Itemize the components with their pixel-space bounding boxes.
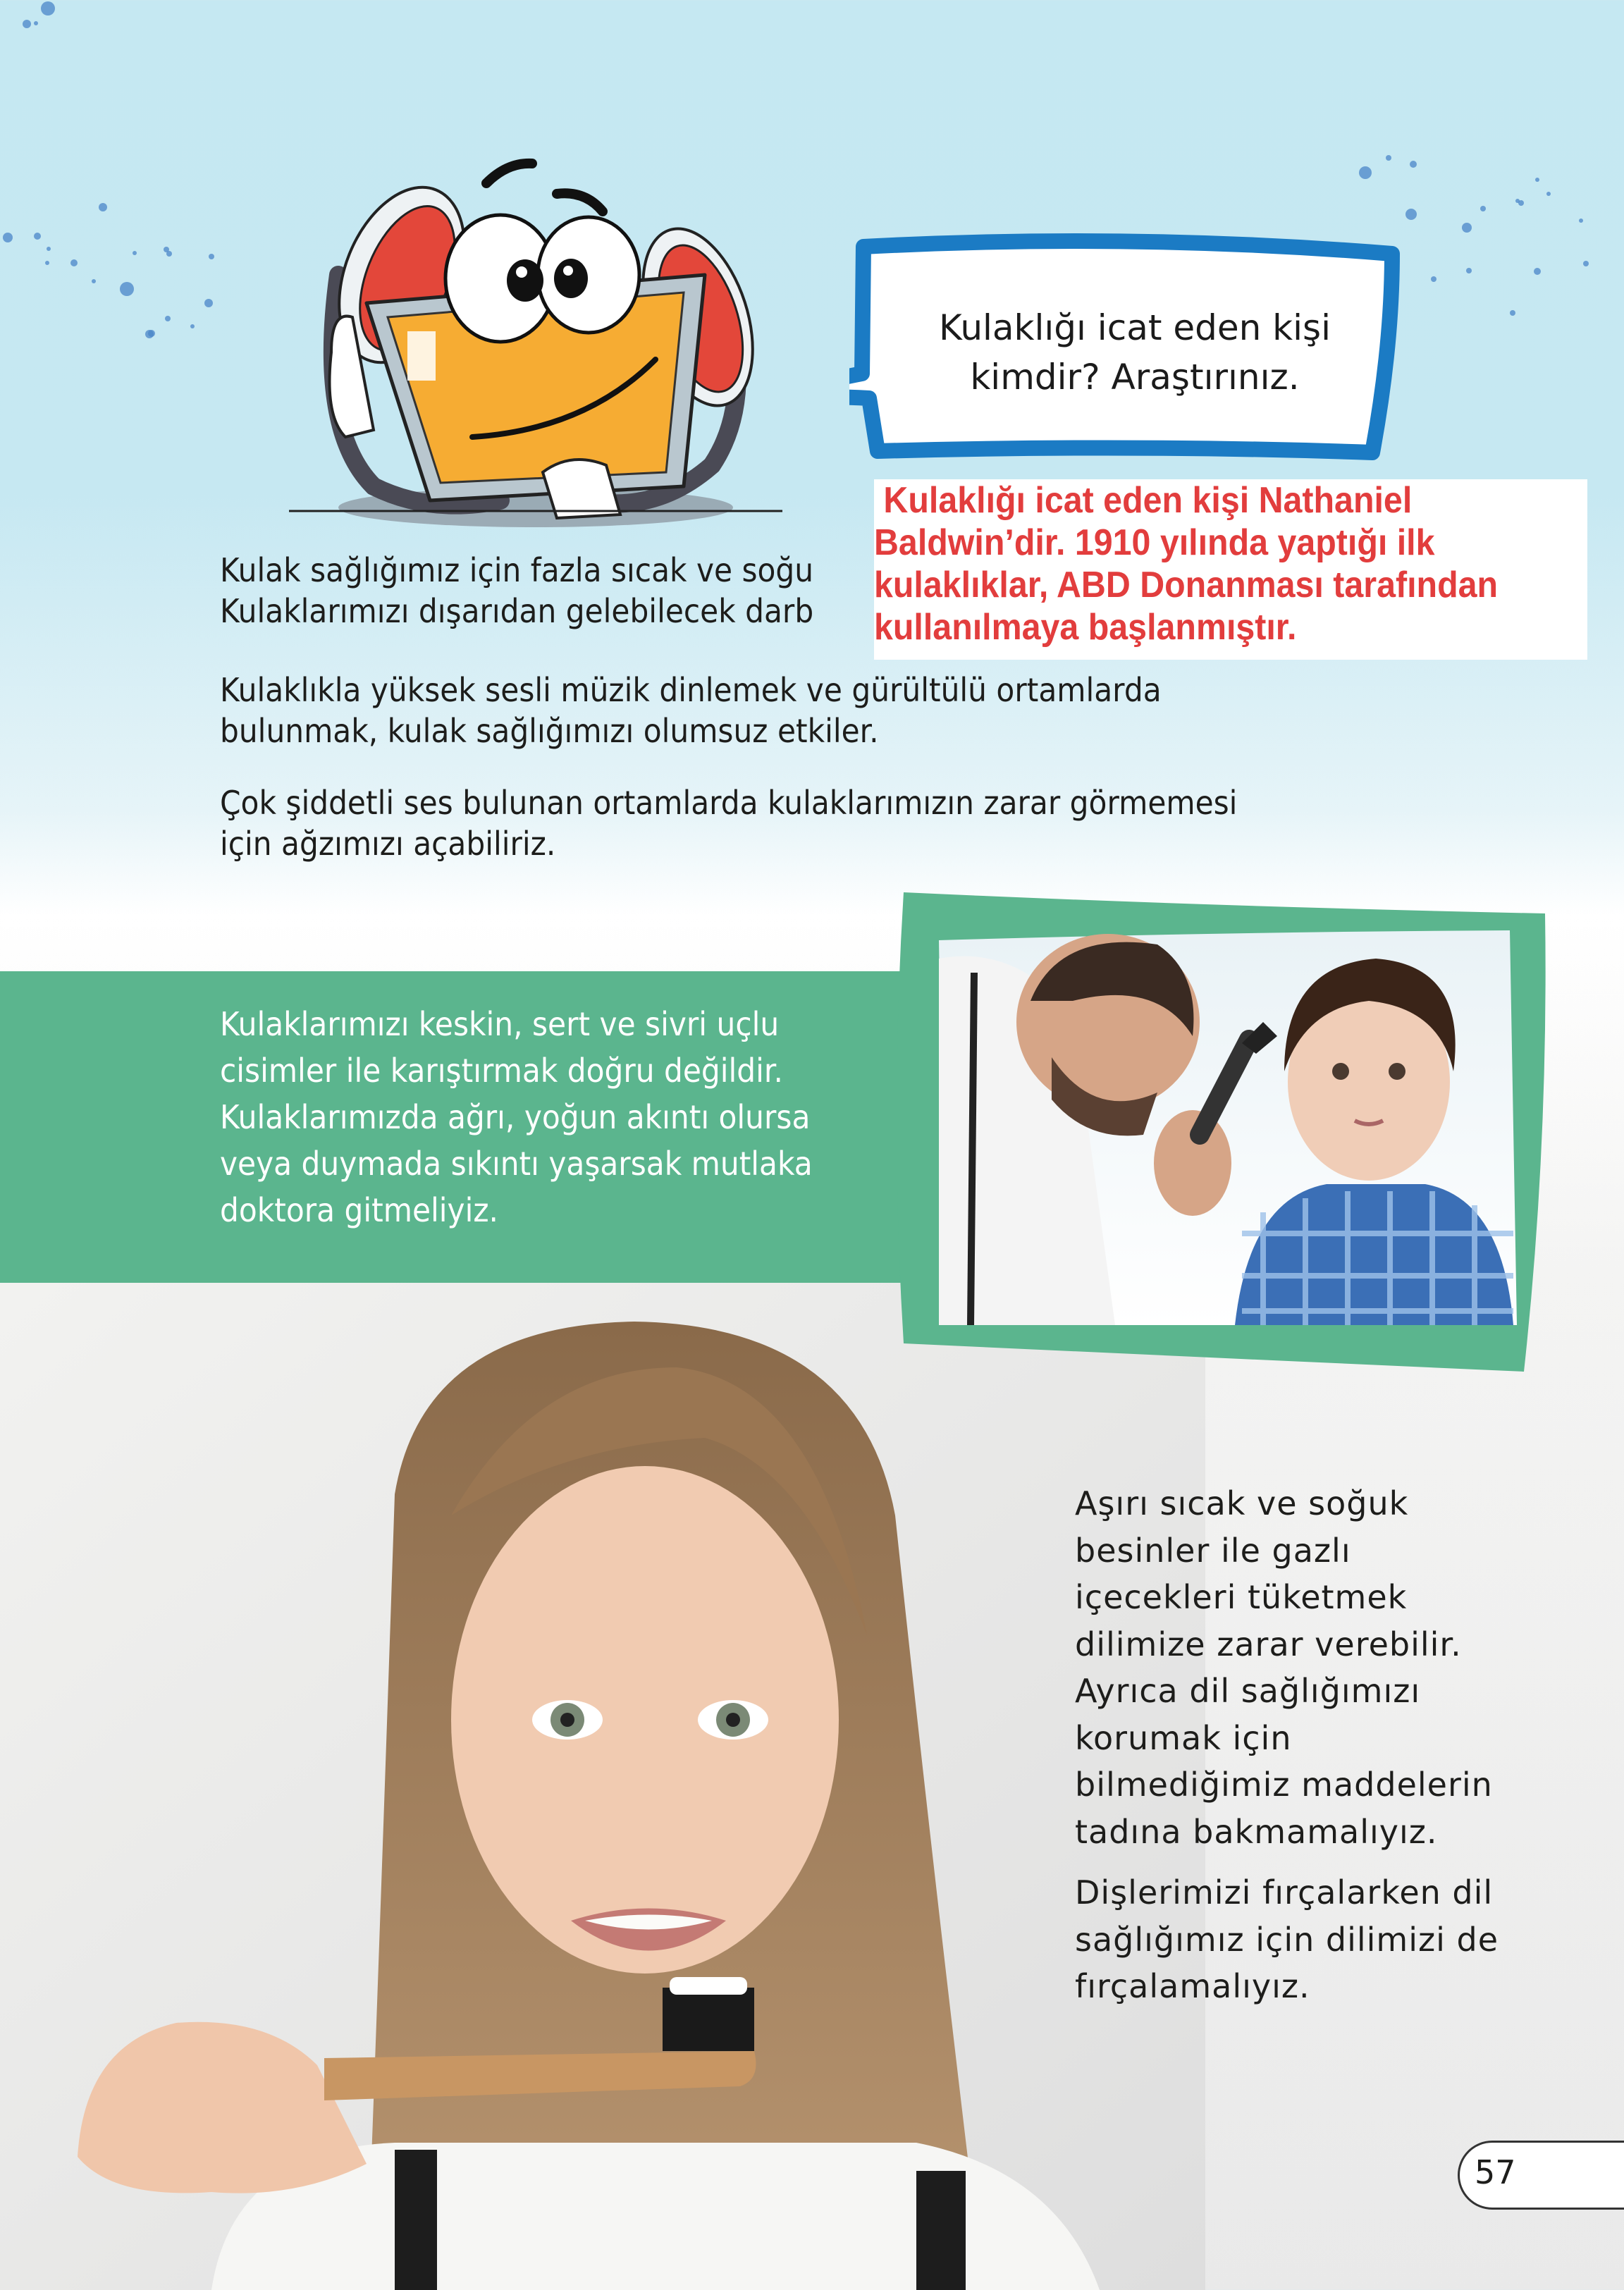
paragraph-line: Kulak sağlığımız için fazla sıcak ve soğu — [220, 551, 814, 589]
info-line: Kulaklarımızı keskin, sert ve sivri uçlu — [220, 1005, 780, 1043]
tongue-health-text — [1075, 1480, 1499, 2010]
text-line: Ayrıca dil sağlığımızı — [1075, 1672, 1421, 1710]
answer-line: Baldwin’dir. 1910 yılında yaptığı ilk — [874, 522, 1435, 563]
text-line: sağlığımız için dilimizi de — [1075, 1920, 1499, 1959]
text-line: bilmediğimiz maddelerin — [1075, 1766, 1493, 1804]
text-line: Dişlerimizi fırçalarken dil — [1075, 1873, 1494, 1912]
paragraph-line: Kulaklıkla yüksek sesli müzik dinlemek ve gürültülü ortamlarda — [220, 671, 1162, 709]
paragraph-line: bulunmak, kulak sağlığımızı olumsuz etkiler. — [220, 712, 879, 750]
text-line: besinler ile gazlı — [1075, 1531, 1351, 1570]
page-number: 57 — [1475, 2153, 1516, 2191]
paragraph-line: Çok şiddetli ses bulunan ortamlarda kulaklarımızın zarar görmemesi — [220, 784, 1238, 822]
paragraph-loud-sounds — [220, 782, 1237, 864]
paragraph-line: için ağzımızı açabiliriz. — [220, 825, 556, 863]
paragraph-gap — [1075, 1855, 1499, 1869]
paragraph-line: Kulaklarımızı dışarıdan gelebilecek darb — [220, 592, 814, 630]
answer-overlay — [874, 479, 1587, 660]
doctor-ear-exam-photo — [932, 930, 1524, 1325]
paragraph-ear-health — [220, 550, 813, 632]
green-info-text — [220, 1001, 813, 1233]
text-line: fırçalamalıyız. — [1075, 1967, 1310, 2005]
info-line: cisimler ile karıştırmak doğru değildir. — [220, 1052, 783, 1090]
text-line: korumak için — [1075, 1718, 1292, 1757]
text-line: Aşırı sıcak ve soğuk — [1075, 1484, 1409, 1522]
info-line: Kulaklarımızda ağrı, yoğun akıntı olursa — [220, 1098, 811, 1136]
question-line: kimdir? Araştırınız. — [970, 357, 1300, 398]
paragraph-headphones — [220, 670, 1162, 751]
headphone-mascot-icon — [289, 134, 782, 529]
girl-toothbrush-photo — [0, 1283, 1205, 2290]
text-line: dilimize zarar verebilir. — [1075, 1625, 1462, 1663]
answer-line: kullanılmaya başlanmıştır. — [874, 607, 1297, 648]
answer-line: kulaklıklar, ABD Donanması tarafından — [874, 565, 1499, 605]
info-line: doktora gitmeliyiz. — [220, 1191, 498, 1229]
answer-line: Kulaklığı icat eden kişi Nathaniel — [874, 480, 1413, 521]
speech-bubble-question — [888, 303, 1382, 402]
text-line: tadına bakmamalıyız. — [1075, 1812, 1438, 1851]
info-line: veya duymada sıkıntı yaşarsak mutlaka — [220, 1145, 813, 1183]
text-line: içecekleri tüketmek — [1075, 1578, 1408, 1616]
question-line: Kulaklığı icat eden kişi — [939, 307, 1331, 348]
